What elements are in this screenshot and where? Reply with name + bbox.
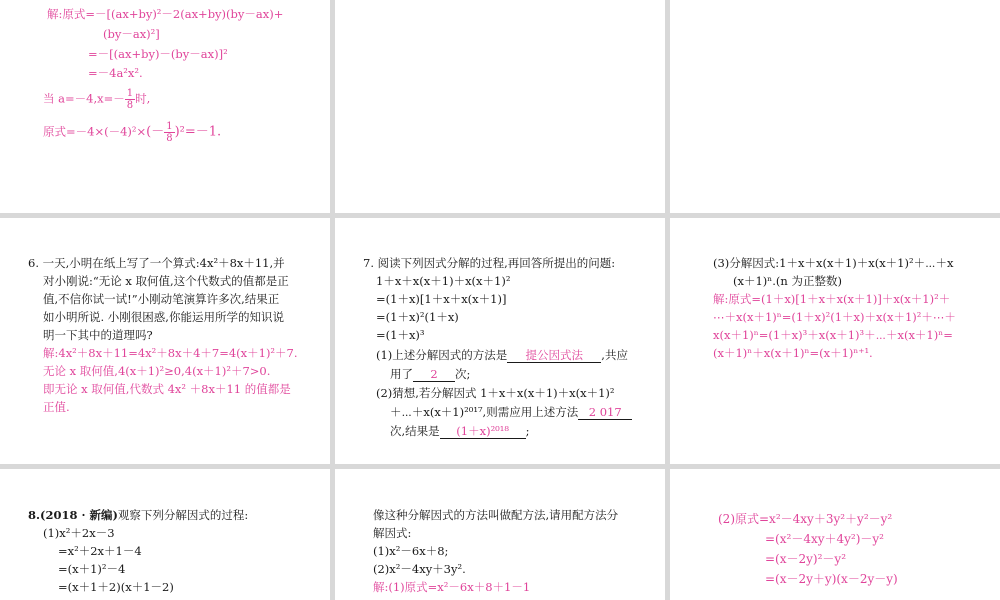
solution-line-4: =－4a²x². <box>88 66 143 80</box>
part-3-line-2: (x＋1)ⁿ.(n 为正整数) <box>733 274 842 288</box>
problem-6-solution-3: 即无论 x 取何值,代数式 4x² ＋8x＋11 的值都是 <box>43 382 291 396</box>
solution-2-line-3: =(x－2y)²－y² <box>765 552 847 566</box>
solution-result: 原式=－4×(－4)²×(－ $\frac{1}{8}$ )²=－1. <box>43 121 222 144</box>
panel-top-left <box>0 0 330 213</box>
problem-6-solution-1: 解:4x²＋8x＋11=4x²＋8x＋4＋7=4(x＋1)²＋7. <box>43 346 298 360</box>
problem-6-line-5: 明一下其中的道理吗? <box>43 328 153 342</box>
panel-problem-6 <box>0 218 330 464</box>
solution-2-line-1: (2)原式=x²－4xy＋3y²＋y²－y² <box>718 512 893 526</box>
problem-6-line-3: 值,不信你试一试!”小刚动笔演算许多次,结果正 <box>43 292 280 306</box>
problem-7-question-2b: ＋⋯＋x(x＋1)²⁰¹⁷,则需应用上述方法 2 017 <box>390 405 632 420</box>
task-solution-1: 解:(1)原式=x²－6x＋8＋1－1 <box>373 580 531 594</box>
part-3-solution-2: ⋯＋x(x＋1)ⁿ=(1＋x)²(1＋x)＋x(x＋1)²＋⋯＋ <box>713 310 956 324</box>
panel-problem-7-part-3 <box>670 218 1000 464</box>
problem-8-line-2: (1)x²＋2x－3 <box>43 526 115 540</box>
part-3-solution-1: 解:原式=(1＋x)[1＋x＋x(x＋1)]＋x(x＋1)²＋ <box>713 292 951 306</box>
answer-blank-method: 提公因式法 <box>507 348 601 363</box>
problem-7-question-1b: 用了 2 次; <box>390 367 471 381</box>
problem-7-line-3: =(1＋x)[1＋x＋x(x＋1)] <box>376 292 507 306</box>
solution-line-3: =－[(ax+by)－(by－ax)]² <box>88 47 228 61</box>
problem-7-line-4: =(1＋x)²(1＋x) <box>376 310 459 324</box>
problem-6-line-2: 对小刚说:“无论 x 取何值,这个代数式的值都是正 <box>43 274 289 288</box>
problem-8-line-1: 8.(2018 · 新编)观察下列分解因式的过程: <box>28 508 249 522</box>
problem-7-line-2: 1＋x＋x(x＋1)＋x(x＋1)² <box>376 274 511 288</box>
problem-6-line-4: 如小明所说. 小刚很困惑,你能运用所学的知识说 <box>43 310 284 324</box>
problem-7-line-5: =(1＋x)³ <box>376 328 425 342</box>
solution-line-1: 解:原式=－[(ax+by)²－2(ax+by)(by－ax)+ <box>47 7 284 21</box>
task-line-1: 像这种分解因式的方法叫做配方法,请用配方法分 <box>373 508 619 522</box>
problem-8-line-4: =(x＋1)²－4 <box>58 562 126 576</box>
problem-6-solution-2: 无论 x 取何值,4(x＋1)²≥0,4(x＋1)²＋7>0. <box>43 364 271 378</box>
answer-blank-result: (1＋x)²⁰¹⁸ <box>440 424 526 439</box>
problem-7-question-1: (1)上述分解因式的方法是 提公因式法 ,共应 <box>376 348 628 362</box>
problem-7-line-1: 7. 阅读下列因式分解的过程,再回答所提出的问题: <box>363 256 616 270</box>
panel-problem-8 <box>0 469 330 600</box>
panel-problem-8-task <box>335 469 665 600</box>
problem-8-line-5: =(x＋1＋2)(x＋1－2) <box>58 580 174 594</box>
problem-7-question-2: (2)猜想,若分解因式 1＋x＋x(x＋1)＋x(x＋1)² <box>376 386 615 400</box>
solution-line-2: (by－ax)²] <box>103 27 160 41</box>
solution-condition: 当 a=－4,x=－ $\frac{1}{8}$ 时, <box>43 88 151 111</box>
part-3-solution-3: x(x＋1)ⁿ=(1＋x)³＋x(x＋1)³＋⋯＋x(x＋1)ⁿ= <box>713 328 953 342</box>
solution-2-line-4: =(x－2y＋y)(x－2y－y) <box>765 572 898 586</box>
part-3-line-1: (3)分解因式:1＋x＋x(x＋1)＋x(x＋1)²＋⋯＋x <box>713 256 954 270</box>
problem-7-question-2c: 次,结果是 (1＋x)²⁰¹⁸ ; <box>390 424 530 438</box>
problem-6-line-1: 6. 一天,小明在纸上写了一个算式:4x²＋8x＋11,并 <box>28 256 285 270</box>
answer-blank-count: 2 <box>413 367 455 382</box>
panel-top-middle <box>335 0 665 213</box>
panel-top-right <box>670 0 1000 213</box>
part-3-solution-4: (x＋1)ⁿ＋x(x＋1)ⁿ=(x＋1)ⁿ⁺¹. <box>713 346 873 360</box>
solution-2-line-2: =(x²－4xy＋4y²)－y² <box>765 532 884 546</box>
panel-problem-8-solution <box>670 469 1000 600</box>
task-line-4: (2)x²－4xy＋3y². <box>373 562 466 576</box>
panel-problem-7 <box>335 218 665 464</box>
answer-blank-times: 2 017 <box>578 405 632 420</box>
problem-6-solution-4: 正值. <box>43 400 70 414</box>
task-line-2: 解因式: <box>373 526 412 540</box>
task-line-3: (1)x²－6x＋8; <box>373 544 449 558</box>
problem-8-line-3: =x²＋2x＋1－4 <box>58 544 142 558</box>
